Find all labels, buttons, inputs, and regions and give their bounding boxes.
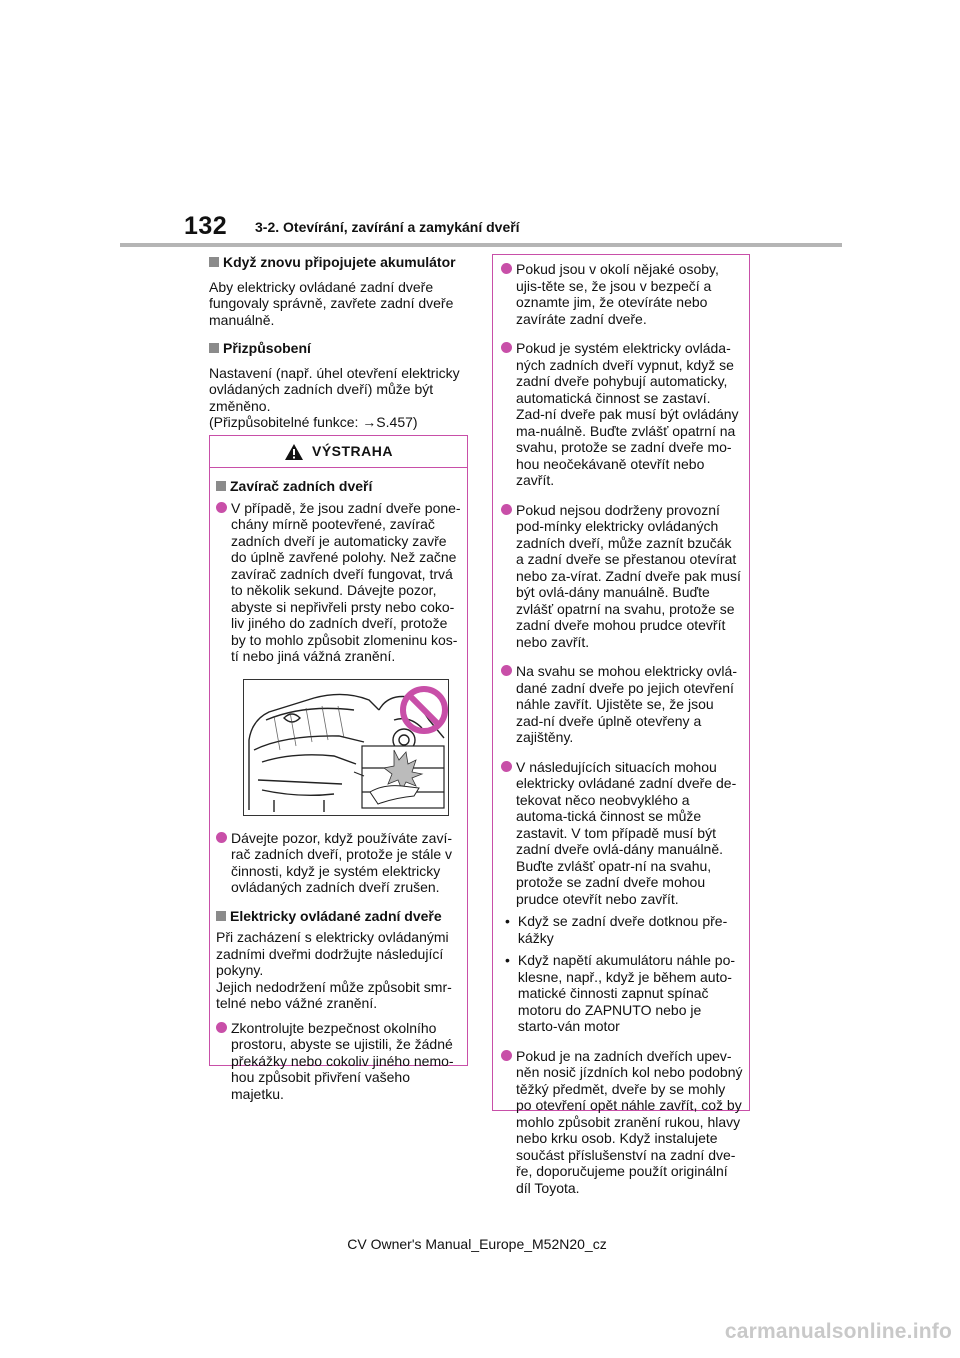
closer-heading-text: Zavírač zadních dveří <box>230 478 373 494</box>
list-item <box>501 340 743 489</box>
square-bullet-icon <box>216 911 226 921</box>
bullet-dot-icon <box>216 1022 227 1033</box>
power-heading-text: Elektricky ovládané zadní dveře <box>230 907 442 924</box>
bullet-dot-icon <box>216 502 227 513</box>
closer-bullet-1: V případě, že jsou zadní dveře pone-chány mírně pootevřené, zavírač zadních dveří je automaticky zavře do úplně zavřené polohy. Než začne zavírač zadních dveří fungovat, trvá to několik sekund. Dávejte pozor, abyste si nepřivřeli prsty nebo coko-liv jiného do zadních dveří, protože by to mohlo způsobit zlomeninu kos-tí nebo jiná vážná zranění. <box>231 499 461 664</box>
list-item <box>501 663 743 746</box>
square-bullet-icon <box>209 343 219 353</box>
right-bullet-1: Pokud jsou v okolí nějaké osoby, ujis-těte se, že jsou v bezpečí a oznamte jim, že otevíráte nebo zavíráte zadní dveře. <box>516 261 719 327</box>
battery-text: Aby elektricky ovládané zadní dveře fungovaly správně, zavřete zadní dveře manuálně. <box>209 278 454 328</box>
tailgate-illustration <box>243 679 449 816</box>
closer-heading <box>216 478 461 495</box>
bullet-dot-icon <box>501 342 512 353</box>
tailgate-drawing <box>244 680 448 815</box>
manual-name: CV Owner's Manual_Europe_M52N20_cz <box>347 1236 607 1252</box>
power-heading <box>216 908 461 925</box>
sub-item-2: Když napětí akumulátoru náhle po-klesne, např., když je během auto-matické činnosti zapnut spínač motoru do ZAPNUTO nebo je starto-ván motor <box>517 952 736 1034</box>
sub-list-item <box>501 913 743 946</box>
list-item <box>216 830 461 896</box>
page-footer <box>0 1236 960 1252</box>
bullet-dot-icon <box>501 1050 512 1061</box>
list-item <box>501 502 743 651</box>
bullet-dot-icon <box>501 665 512 676</box>
warning-triangle-icon <box>284 443 304 461</box>
header-rule <box>120 243 842 247</box>
battery-heading-text: Když znovu připojujete akumulátor <box>223 254 456 270</box>
page-number: 132 <box>184 212 228 240</box>
bullet-dot-icon <box>501 761 512 772</box>
right-bullet-5: V následujících situacích mohou elektricky ovládané zadní dveře de-tekovat něco neobvyklého a automa-tická činnost se může zastavit. V tom případě musí být zadní dveře ovlá-dány manuálně. Buďte zvlášť opatr-ní na svahu, protože se zadní dveře mohou prudce otevřít nebo zavřít. <box>516 758 737 907</box>
power-text-1: Při zacházení s elektricky ovládanými zadními dveřmi dodržujte následující pokyny. <box>216 929 449 978</box>
right-bullet-2: Pokud je systém elektricky ovláda-ných zadních dveří vypnut, když se zadní dveře pohybují automaticky, automatická činnost se zastaví. Zad-ní dveře pak musí být ovládány ma-nuálně. Buďte zvlášť opatrní na svahu, protože se zadní dveře mo-hou neočekávaně otevřít nebo zavřít. <box>516 340 739 488</box>
sub-bullet-marker: • <box>505 913 510 929</box>
custom-ref-link[interactable]: (Přizpůsobitelné funkce: →S.457) <box>209 414 418 430</box>
warning-header <box>210 436 467 467</box>
list-item <box>501 1048 743 1197</box>
bullet-dot-icon <box>216 832 227 843</box>
right-bullet-3: Pokud nejsou dodrženy provozní pod-mínky elektricky ovládaných zadních dveří, může zaznít bzučák a zadní dveře se přestanou otevírat nebo za-vírat. Zadní dveře pak musí být ovlá-dány manuálně. Buďte zvlášť opatrní na svahu, protože se zadní dveře mohou prudce otevřít nebo zavřít. <box>516 501 741 650</box>
warning-continued-box <box>492 254 750 1196</box>
warning-box <box>209 435 468 1102</box>
square-bullet-icon <box>209 257 219 267</box>
power-text-2: Jejich nedodržení může způsobit smr-telné nebo vážné zranění. <box>216 978 452 1011</box>
bullet-dot-icon <box>501 504 512 515</box>
custom-heading-text: Přizpůsobení <box>223 340 311 356</box>
sub-bullet-marker: • <box>505 952 510 968</box>
prohibition-icon <box>403 689 445 731</box>
closer-bullet-2: Dávejte pozor, když používáte zaví-rač zadních dveří, protože je stále v činnosti, když je systém elektricky ovládaných zadních dveří zrušen. <box>231 829 452 895</box>
warning-body <box>210 468 467 1102</box>
right-bullet-6: Pokud je na zadních dveřích upev-něn nosič jízdních kol nebo podobný těžký předmět, dveře by se mohly po otevření opět náhle zavřít, což by mohlo způsobit zranění rukou, hlavy nebo krku osob. Když instalujete součást příslušenství na zadní dve-ře, doporučujeme použít originální díl Toyota. <box>516 1047 743 1196</box>
warning-title: VÝSTRAHA <box>311 443 393 460</box>
bullet-dot-icon <box>501 263 512 274</box>
square-bullet-icon <box>216 481 226 491</box>
list-item <box>501 261 743 327</box>
section-title: 3-2. Otevírání, zavírání a zamykání dveří <box>255 219 520 235</box>
sub-item-1: Když se zadní dveře dotknou pře-kážky <box>517 913 728 946</box>
list-item <box>216 1020 461 1103</box>
custom-heading <box>209 340 469 357</box>
sub-list-item <box>501 952 743 1035</box>
right-bullet-4: Na svahu se mohou elektricky ovlá-dané zadní dveře po jejich otevření náhle zavřít. Ujistěte se, že jsou zad-ní dveře úplně otevřeny a zajištěny. <box>516 663 737 745</box>
custom-text: Nastavení (např. úhel otevření elektricky ovládaných zadních dveří) může být změněno. <box>209 364 460 414</box>
list-item <box>216 500 461 665</box>
power-bullet-1: Zkontrolujte bezpečnost okolního prostoru, abyste se ujistili, že žádné překážky nebo cokoliv jiného nemo-hou způsobit přivření vašeho majetku. <box>231 1019 454 1102</box>
watermark: carmanualsonline.info <box>724 1320 952 1343</box>
list-item <box>501 759 743 908</box>
left-column <box>209 254 469 431</box>
battery-heading <box>209 254 469 271</box>
